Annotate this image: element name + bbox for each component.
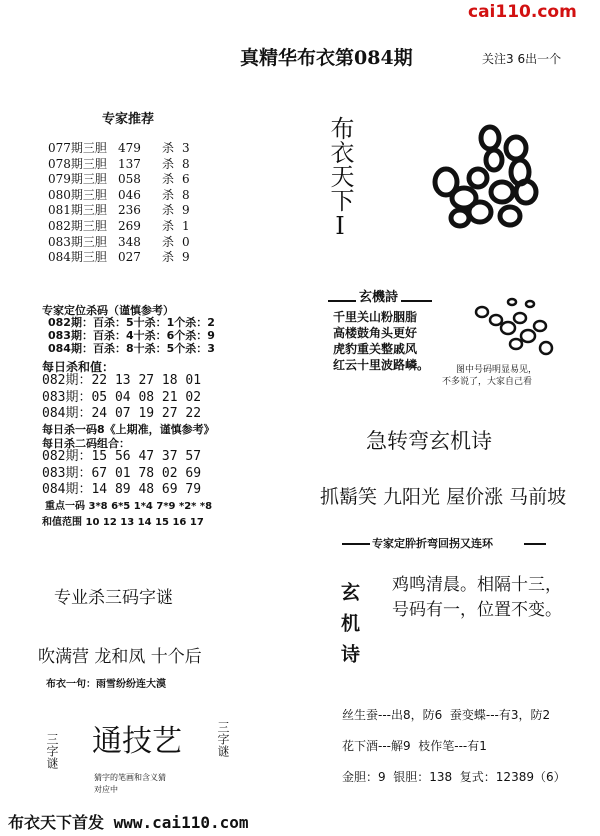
expert-nums: 236 — [118, 203, 141, 218]
position-kill-list — [48, 316, 215, 355]
poem-line: 千里关山粉胭脂 — [333, 310, 418, 324]
img-caption-1: 图中号码明显易见， — [456, 365, 538, 375]
expert-period: 078期三胆 — [48, 156, 107, 171]
riddle-note-2: 对应中 — [94, 785, 118, 794]
expert-nums: 027 — [118, 250, 141, 265]
sum-kill-title: 每日杀和值： — [42, 360, 115, 374]
page-subtitle: 关注3 6出一个 — [482, 52, 562, 66]
position-kill-row: 082期：百杀：5十杀：1个杀：2 — [48, 316, 215, 329]
expert-period: 080期三胆 — [48, 187, 107, 202]
pair-kill-list — [42, 449, 201, 499]
expert-fix-rule-right — [524, 543, 546, 545]
poem-line: 虎豹重关整戚风 — [333, 342, 418, 356]
number-rings-image — [418, 120, 568, 230]
expert-kill-label: 杀 — [162, 172, 175, 187]
ring-shape — [469, 169, 487, 187]
position-kill-row: 084期：百杀：8十杀：5个杀：3 — [48, 342, 215, 355]
ring-shape — [514, 313, 526, 323]
expert-fix: 专家定肸折弯回拐又连环 — [372, 537, 493, 550]
pair-kill-row: 084期：14 89 48 69 79 — [42, 482, 202, 497]
expert-row — [48, 250, 194, 266]
expert-kill: 8 — [182, 156, 190, 171]
ring-shape — [469, 202, 491, 222]
pair-kill-row: 082期：15 56 47 37 57 — [42, 449, 202, 464]
ring-shape — [508, 299, 516, 305]
ring-shape — [501, 322, 515, 334]
sum-kill-row: 083期：05 04 08 21 02 — [42, 389, 202, 405]
expert-kill: 0 — [182, 234, 190, 249]
expert-period: 077期三胆 — [48, 141, 107, 155]
riddle2-line-1: 丝生蚕---出8，防6 蚕变蝶---有3，防2 — [342, 708, 551, 722]
key-one-code: 重点一码 3*8 6*5 1*4 7*9 *2* *8 — [45, 501, 213, 512]
riddle-side-right: 三字谜 — [216, 721, 230, 757]
img-caption-2: 不多说了，大家自己看 — [442, 377, 533, 387]
expert-kill-label: 杀 — [162, 187, 175, 202]
footer-text[interactable]: 布衣天下首发 www.cai110.com — [8, 813, 249, 832]
riddle-sentence: 布衣一句：雨雪纷纷连大漠 — [46, 679, 166, 690]
sum-kill-row: 082期：22 13 27 18 01 — [42, 373, 202, 388]
expert-kill-label: 杀 — [162, 203, 175, 218]
expert-period: 082期三胆 — [48, 218, 107, 233]
ring-shape — [526, 301, 534, 307]
expert-row — [48, 141, 194, 157]
expert-kill: 9 — [182, 203, 190, 218]
expert-period: 083期三胆 — [48, 234, 107, 249]
expert-kill-label: 杀 — [162, 141, 175, 155]
expert-fix-rule-left — [342, 543, 370, 545]
expert-nums: 479 — [118, 141, 141, 155]
expert-row — [48, 219, 194, 235]
expert-row — [48, 172, 194, 188]
xuanji-vertical-title: 玄机诗 — [338, 582, 360, 675]
one-kill-title: 每日杀一码8《上期准，谨慎参考》 — [42, 423, 215, 436]
page-title: 真精华布衣第084期 — [240, 47, 413, 69]
position-kill-row: 083期：百杀：4十杀：6个杀：9 — [48, 329, 215, 342]
poem-lines — [333, 309, 429, 373]
ring-shape — [451, 210, 469, 226]
expert-kill: 6 — [182, 172, 190, 187]
riddle-title: 专业杀三码字谜 — [54, 588, 173, 608]
poem-line: 高楼鼓角头更好 — [333, 326, 418, 340]
ring-shape — [506, 137, 526, 159]
ring-shape — [510, 339, 522, 349]
expert-row — [48, 203, 194, 219]
riddle2-line-3: 金胆：9 银胆：138 复式：12389（6） — [342, 770, 566, 784]
expert-row — [48, 188, 194, 204]
sum-kill-row: 084期：24 07 19 27 22 — [42, 406, 202, 421]
expert-kill: 3 — [182, 141, 190, 155]
expert-table — [48, 141, 194, 266]
expert-title: 专家推荐 — [102, 112, 155, 127]
expert-kill: 1 — [182, 218, 190, 233]
site-logo[interactable]: cai110.com — [468, 2, 577, 22]
ring-shape — [521, 330, 535, 342]
sum-kill-list — [42, 373, 201, 423]
ring-shape — [540, 342, 552, 354]
ring-shape — [481, 127, 499, 149]
riddle-main: 通技艺 — [92, 724, 182, 759]
poem-line: 红云十里波路嶙。 — [333, 358, 430, 372]
ring-shape — [500, 207, 520, 225]
buyi-vertical-title: 布衣天下I — [326, 116, 354, 240]
xuanji-line-2: 号码有一，位置不变。 — [392, 600, 562, 620]
riddle-text: 吹满营 龙和凤 十个后 — [38, 647, 202, 667]
expert-nums: 046 — [118, 187, 141, 202]
riddle2-line-2: 花下酒---解9 枝作笔---有1 — [342, 739, 487, 753]
ring-shape — [486, 150, 502, 170]
poem-title: 玄機詩 — [356, 286, 401, 305]
expert-kill-label: 杀 — [162, 234, 175, 249]
expert-nums: 058 — [118, 172, 141, 187]
expert-nums: 348 — [118, 234, 141, 249]
expert-row — [48, 157, 194, 173]
ring-shape — [534, 321, 546, 331]
expert-kill-label: 杀 — [162, 250, 175, 265]
xuanji-line-1: 鸡鸣清晨。相隔十三， — [392, 575, 562, 595]
expert-period: 084期三胆 — [48, 250, 107, 265]
expert-period: 079期三胆 — [48, 172, 107, 187]
ring-shape — [490, 315, 502, 325]
expert-kill: 8 — [182, 187, 190, 202]
ring-shape — [476, 307, 488, 317]
riddle-side-left: 三字谜 — [45, 733, 59, 769]
pair-kill-row: 083期：67 01 78 02 69 — [42, 465, 202, 481]
pair-kill-title: 每日杀二码组合： — [42, 437, 130, 450]
expert-period: 081期三胆 — [48, 203, 107, 218]
jizhuan-words: 抓鬍笑 九阳光 屋价涨 马前坡 — [320, 486, 567, 508]
expert-row — [48, 235, 194, 251]
sum-range: 和值范围 10 12 13 14 15 16 17 — [42, 517, 204, 528]
position-kill-title: 专家定位杀码（谨慎参考） — [42, 304, 174, 317]
expert-nums: 137 — [118, 156, 141, 171]
small-rings-image — [468, 292, 558, 362]
expert-nums: 269 — [118, 218, 141, 233]
expert-kill: 9 — [182, 250, 190, 265]
expert-kill-label: 杀 — [162, 156, 175, 171]
riddle-note-1: 猜字的笔画和含义猜 — [94, 773, 166, 782]
ring-shape — [491, 182, 513, 202]
expert-kill-label: 杀 — [162, 218, 175, 233]
jizhuan-title: 急转弯玄机诗 — [366, 429, 492, 453]
